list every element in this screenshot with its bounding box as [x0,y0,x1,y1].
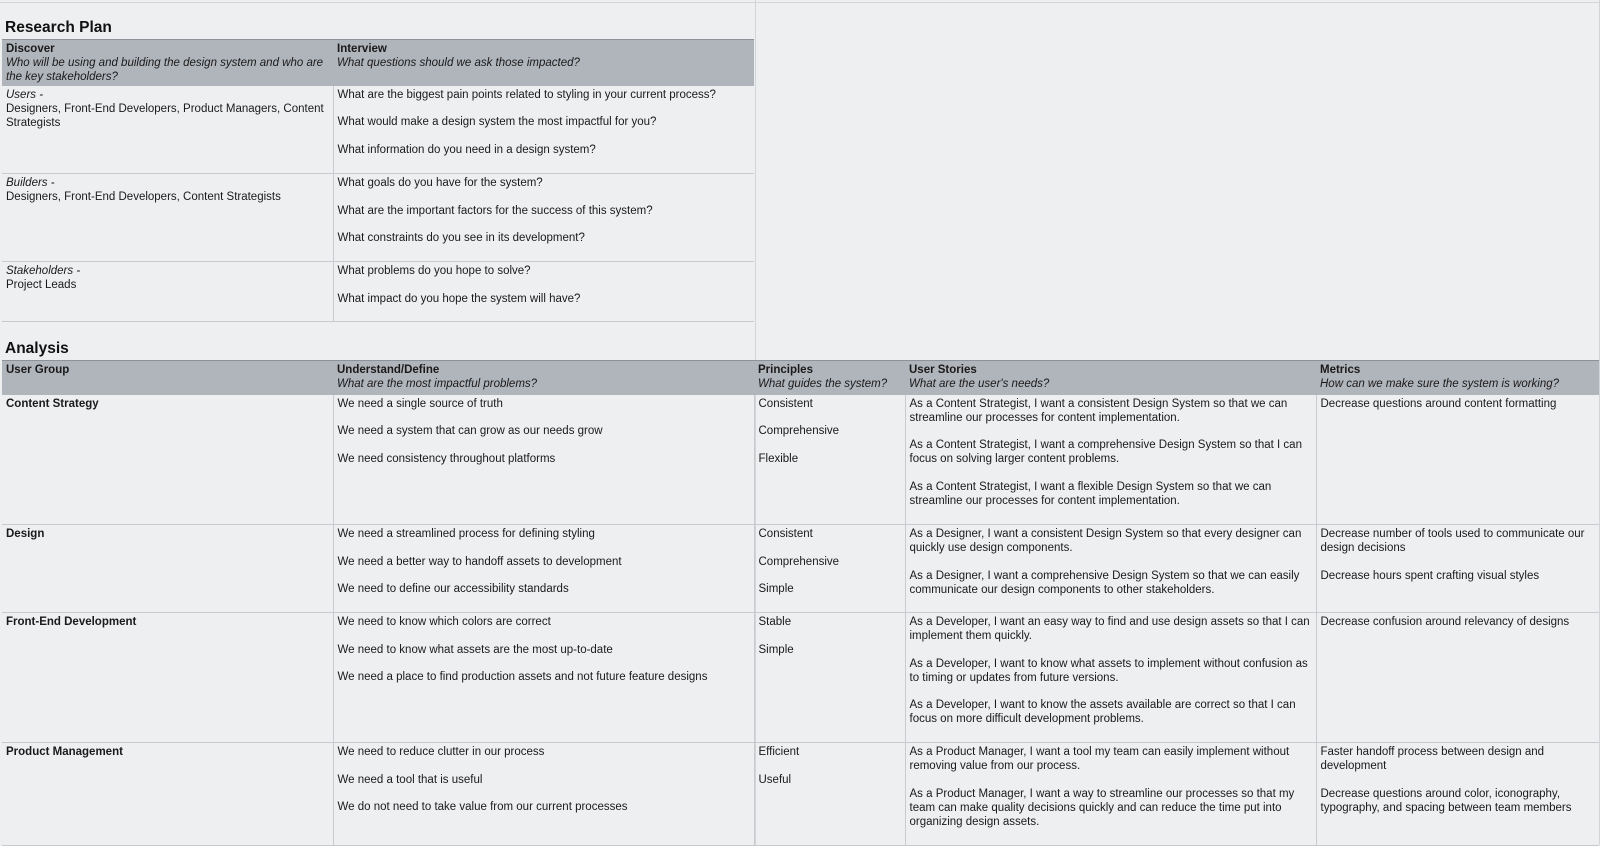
research-plan-title: Research Plan [5,19,112,36]
user-story-item: As a Product Manager, I want a way to streamline our processes so that my team can make quality decisions quickly and can reduce the time put into organizing design assets. [909,787,1295,828]
interview-question: What are the important factors for the success of this system? [337,204,653,217]
column-header-principles[interactable] [754,361,905,395]
header-title: User Group [6,364,70,376]
header-subtitle: What are the user's needs? [909,378,1050,390]
interview-question: What constraints do you see in its development? [337,232,585,244]
metric-item: Decrease hours spent crafting visual styles [1320,569,1540,582]
cell[interactable] [333,743,754,846]
header-subtitle: What questions should we ask those impacted? [337,57,580,69]
column-header-user-group[interactable] [2,361,333,395]
group-label: Builders - [6,177,55,189]
header-subtitle: Who will be using and building the design system and who are the key stakeholders? [6,57,324,83]
principle-item: Efficient [758,746,800,758]
principle-item: Useful [758,773,792,786]
table-row[interactable] [2,86,754,174]
cell[interactable] [333,86,754,174]
interview-question: What information do you need in a design system? [337,143,596,156]
problem-item: We need to reduce clutter in our process [337,746,545,758]
problem-item: We need to know which colors are correct [337,616,551,628]
interview-question: What goals do you have for the system? [337,177,543,189]
user-story-item: As a Developer, I want an easy way to find and use design assets so that I can implement them quickly. [909,616,1310,642]
principle-item: Consistent [758,397,813,410]
column-header-metrics[interactable] [1316,361,1599,395]
cell[interactable] [1316,613,1599,743]
header-title: User Stories [909,364,977,376]
user-story-item: As a Content Strategist, I want a consistent Design System so that we can streamline our processes for content implementation. [909,397,1288,424]
header-subtitle: What guides the system? [758,378,888,390]
problem-item: We need a place to find production assets and not future feature designs [337,671,708,683]
cell[interactable] [754,613,905,743]
cell[interactable] [905,613,1316,743]
problem-item: We need a tool that is useful [337,773,483,786]
problem-item: We need consistency throughout platforms [337,452,556,465]
column-header-understand-define[interactable] [333,361,754,395]
cell[interactable] [333,613,754,743]
cell[interactable] [754,525,905,613]
interview-question: What would make a design system the most impactful for you? [337,116,657,128]
group-members: Designers, Front-End Developers, Content Strategists [6,191,281,203]
cell[interactable] [2,174,333,262]
group-members: Designers, Front-End Developers, Product Managers, Content Strategists [6,102,324,129]
header-title: Interview [337,43,387,55]
metric-item: Faster handoff process between design and development [1320,746,1545,772]
problem-item: We do not need to take value from our current processes [337,801,628,813]
table-row[interactable] [2,262,754,322]
cell[interactable] [1316,525,1599,613]
table-row[interactable] [2,525,1599,613]
user-story-item: As a Developer, I want to know the assets available are correct so that I can focus on more difficult development problems. [909,699,1296,725]
grid-line [0,2,1600,3]
principle-item: Comprehensive [758,555,840,568]
problem-item: We need a streamlined process for defining styling [337,528,595,540]
user-story-item: As a Designer, I want a comprehensive Design System so that we can easily communicate our design components to other stakeholders. [909,569,1300,596]
cell[interactable] [333,262,754,322]
user-group-cell[interactable]: Product Management [2,743,333,846]
user-story-item: As a Content Strategist, I want a flexible Design System so that we can streamline our processes for content implementation. [909,480,1272,507]
principle-item: Flexible [758,452,799,465]
header-title: Discover [6,43,55,55]
user-story-item: As a Designer, I want a consistent Design System so that every designer can quickly use design components. [909,528,1302,554]
cell[interactable] [1316,395,1599,525]
column-header-user-stories[interactable] [905,361,1316,395]
header-title: Principles [758,364,813,376]
cell[interactable] [333,395,754,525]
user-story-item: As a Content Strategist, I want a comprehensive Design System so that I can focus on solving larger content problems. [909,439,1302,465]
user-group-cell[interactable]: Content Strategy [2,395,333,525]
metric-item: Decrease questions around content formatting [1320,397,1557,410]
problem-item: We need to know what assets are the most up-to-date [337,643,613,656]
column-header-interview[interactable] [333,40,754,86]
header-title: Understand/Define [337,364,440,376]
cell[interactable] [2,262,333,322]
cell[interactable] [2,86,333,174]
problem-item: We need to define our accessibility standards [337,583,569,595]
metric-item: Decrease confusion around relevancy of designs [1320,616,1570,628]
group-label: Stakeholders - [6,265,81,277]
table-row[interactable] [2,174,754,262]
interview-question: What impact do you hope the system will have? [337,292,581,305]
principle-item: Consistent [758,528,813,540]
cell[interactable] [905,743,1316,846]
problem-item: We need a system that can grow as our needs grow [337,425,603,437]
user-group-cell[interactable]: Design [2,525,333,613]
cell[interactable] [754,395,905,525]
cell[interactable] [333,174,754,262]
table-row[interactable] [2,613,1599,743]
principle-item: Stable [758,616,792,628]
column-header-discover[interactable] [2,40,333,86]
analysis-title: Analysis [5,340,69,357]
principle-item: Comprehensive [758,425,840,437]
user-story-item: As a Product Manager, I want a tool my team can easily implement without removing value from our process. [909,746,1290,772]
problem-item: We need a better way to handoff assets to development [337,555,622,568]
metric-item: Decrease questions around color, iconography, typography, and spacing between team members [1320,787,1572,814]
header-subtitle: How can we make sure the system is working? [1320,378,1560,390]
user-story-item: As a Developer, I want to know what assets to implement without confusion as to timing or updates from future versions. [909,657,1308,684]
interview-question: What are the biggest pain points related to styling in your current process? [337,88,716,101]
research-plan-table [2,39,754,322]
metric-item: Decrease number of tools used to communicate our design decisions [1320,528,1585,554]
problem-item: We need a single source of truth [337,397,503,410]
cell[interactable] [905,395,1316,525]
cell[interactable] [905,525,1316,613]
cell[interactable] [754,743,905,846]
cell[interactable] [333,525,754,613]
interview-question: What problems do you hope to solve? [337,265,531,277]
analysis-table [2,360,1599,846]
principle-item: Simple [758,643,794,656]
cell[interactable] [1316,743,1599,846]
table-row[interactable] [2,395,1599,525]
header-title: Metrics [1320,364,1361,376]
group-members: Project Leads [6,279,77,291]
principle-item: Simple [758,583,794,595]
table-row[interactable] [2,743,1599,846]
header-subtitle: What are the most impactful problems? [337,378,538,390]
group-label: Users - [6,88,44,101]
user-group-cell[interactable]: Front-End Development [2,613,333,743]
